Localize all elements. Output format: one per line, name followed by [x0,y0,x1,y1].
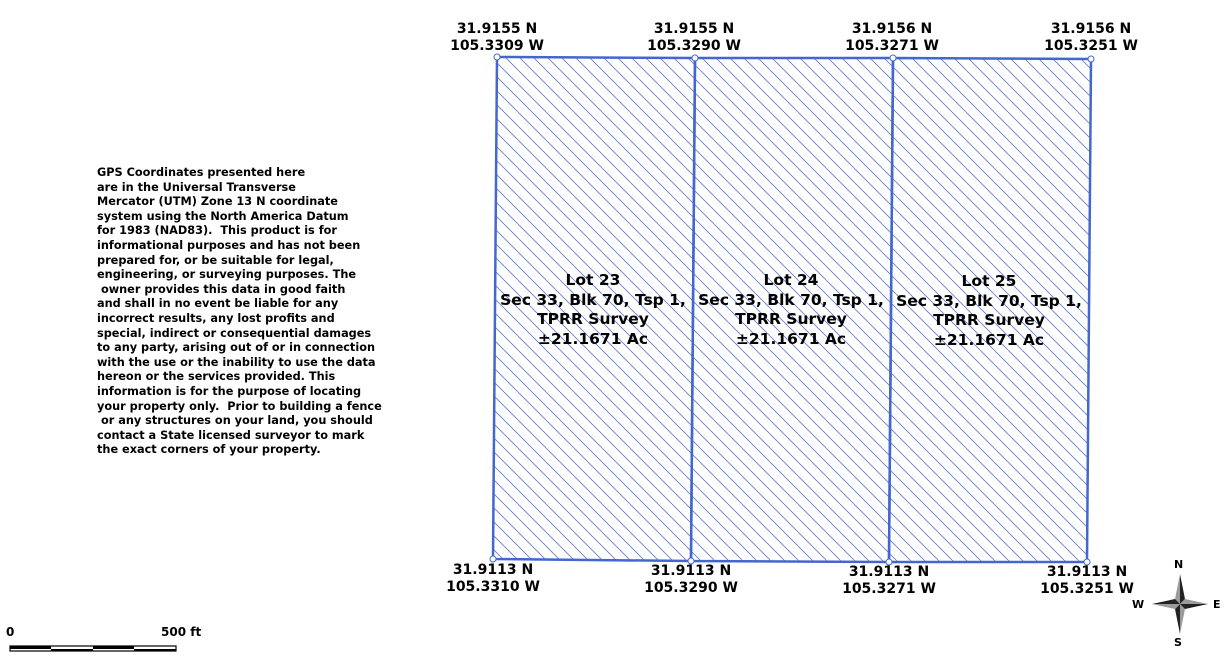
scale-start-label: 0 [6,625,15,639]
lot-23-label [488,271,698,349]
corner-marker [890,55,896,61]
corner-longitude: 105.3309 W [450,38,544,54]
corner-longitude: 105.3271 W [842,581,936,597]
lot-name: Lot 24 [763,271,819,289]
lot-survey: TPRR Survey [735,310,847,328]
scale-end-label: 500 ft [161,625,202,639]
corner-longitude: 105.3251 W [1044,38,1138,54]
scale-bar-segment [51,649,93,651]
lot-survey: TPRR Survey [933,311,1045,329]
corner-label [824,564,954,598]
compass-south-label: S [1174,636,1182,649]
corner-marker [1088,56,1094,62]
lot-25-label [884,272,1094,350]
lot-section: Sec 33, Blk 70, Tsp 1, [500,290,686,309]
corner-label [1026,21,1156,55]
scale-bar [10,646,176,651]
corner-latitude: 31.9155 N [653,21,735,37]
corner-marker [692,55,698,61]
corner-longitude: 105.3271 W [845,38,939,54]
corner-longitude: 105.3290 W [647,38,741,54]
corner-label [428,562,558,596]
lot-area: ±21.1671 Ac [537,329,649,348]
lot-section: Sec 33, Blk 70, Tsp 1, [896,291,1082,310]
corner-latitude: 31.9113 N [1046,564,1128,580]
compass-east-label: E [1213,598,1221,611]
corner-latitude: 31.9156 N [1050,21,1132,37]
compass-north-label: N [1174,558,1184,571]
lot-area: ±21.1671 Ac [933,330,1045,349]
scale-bar-segment [10,646,51,649]
corner-label [626,563,756,597]
corner-latitude: 31.9156 N [851,21,933,37]
compass-west-label: W [1132,598,1145,611]
lot-section: Sec 33, Blk 70, Tsp 1, [698,290,884,309]
disclaimer-text: GPS Coordinates presented here are in the Universal Transverse Mercator (UTM) Zone 13 N coordinate system using the North America Datum for 1983 (NAD83). This product is for informational purposes and has not been prepared for, or be suitable for legal, engineering, or surveying purposes. The owner provides this data in good faith and shall in no event be liable for any incorrect results, any lost profits and special, indirect or consequential damages to any party, arising out of or in connection with the use or the inability to use the data hereon or the services provided. This information is for the purpose of locating your property only. Prior to building a fence or any structures on your land, you should contact a State licensed surveyor to mark the exact corners of your property. [97,166,382,457]
corner-longitude: 105.3290 W [644,580,738,596]
lot-name: Lot 25 [961,272,1017,290]
corner-longitude: 105.3310 W [446,579,540,595]
corner-longitude: 105.3251 W [1040,581,1134,597]
scale-bar-segment [93,646,134,649]
corner-latitude: 31.9113 N [452,562,534,578]
lot-area: ±21.1671 Ac [735,329,847,348]
corner-latitude: 31.9155 N [456,21,538,37]
lot-survey: TPRR Survey [537,310,649,328]
corner-label [432,21,562,55]
corner-latitude: 31.9113 N [650,563,732,579]
north-arrow-icon [1152,574,1208,634]
corner-latitude: 31.9113 N [848,564,930,580]
corner-label [629,21,759,55]
corner-label [827,21,957,55]
scale-bar-segment [134,649,176,651]
lot-name: Lot 23 [565,271,621,289]
lot-24-label [686,271,896,349]
corner-label [1022,564,1152,598]
